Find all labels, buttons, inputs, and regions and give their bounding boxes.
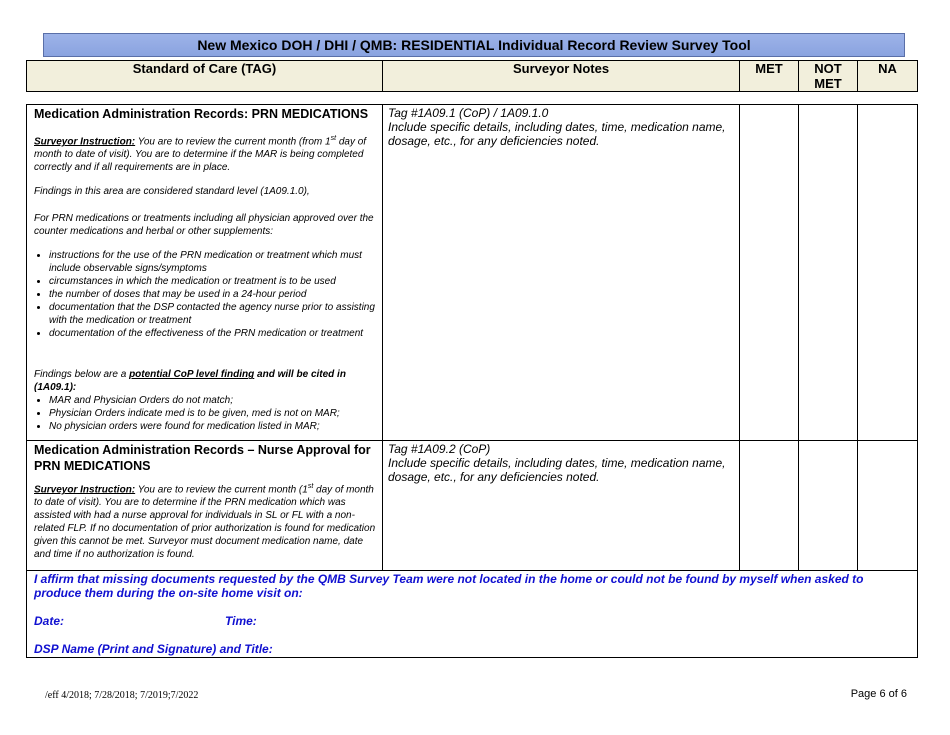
table-row (27, 441, 918, 571)
affirmation-row (27, 571, 918, 658)
affirmation-statement: I affirm that missing documents requested by the QMB Survey Team were not located in the home or could not be found by myself when asked to produce them during the on-site home visit on: (34, 572, 864, 600)
header-table (26, 60, 918, 92)
not-met-cell[interactable] (799, 105, 858, 441)
list-item: • Physician Orders indicate med is to be given, med is not on MAR; (49, 407, 376, 420)
row2-note: Include specific details, including dates, time, medication name, dosage, etc., for any deficiencies noted. (388, 456, 726, 484)
row1-cop-bullets (34, 394, 376, 433)
standard-cell-nurse-approval (27, 441, 383, 571)
table-row (27, 105, 918, 441)
row1-findings-standard: Findings in this area are considered standard level (1A09.1.0), (34, 186, 310, 198)
met-cell[interactable] (740, 441, 799, 571)
list-item: • documentation that the DSP contacted the agency nurse prior to assisting with the medication or treatment (49, 301, 376, 327)
row1-prn-intro: For PRN medications or treatments including all physician approved over the counter medications and herbal or other supplements: (34, 213, 374, 238)
not-met-cell[interactable] (799, 441, 858, 571)
row1-heading: Medication Administration Records: PRN MEDICATIONS (34, 107, 369, 121)
row2-heading: Medication Administration Records – Nurse Approval for PRN MEDICATIONS (34, 443, 371, 473)
row1-findings-cop: Findings below are a potential CoP level finding and will be cited in (1A09.1): (34, 369, 346, 394)
footer-revision-dates: /eff 4/2018; 7/28/2018; 7/2019;7/2022 (45, 690, 199, 701)
list-item: • No physician orders were found for medication listed in MAR; (49, 420, 376, 433)
standard-cell-prn (27, 105, 383, 441)
header-met: MET (740, 61, 799, 92)
notes-cell-nurse-approval[interactable] (383, 441, 740, 571)
affirmation-cell (27, 571, 918, 658)
row2-instruction: Surveyor Instruction: You are to review the current month (1st day of month to date of visit). You are to determine if the PRN medication which was assisted with had a nurse approval for individuals in SL or FL with a non-related FLP. If no documentation of prior authorization is found for medication given this cannot be met. Surveyor must document medication name, date and time if no authorization is found. (34, 483, 376, 561)
list-item: • the number of doses that may be used in a 24-hour period (49, 288, 376, 301)
time-label: Time: (225, 614, 257, 628)
row1-note: Include specific details, including dates, time, medication name, dosage, etc., for any deficiencies noted. (388, 120, 726, 148)
list-item: • MAR and Physician Orders do not match; (49, 394, 376, 407)
notes-cell-prn[interactable] (383, 105, 740, 441)
header-standard: Standard of Care (TAG) (27, 61, 383, 92)
na-cell[interactable] (858, 441, 918, 571)
dsp-name-label: DSP Name (Print and Signature) and Title: (34, 642, 273, 656)
row1-instruction: Surveyor Instruction: You are to review the current month (from 1st day of month to date of visit). You are to determine if the MAR is being completed correctly and if all requirements are in place. (34, 135, 367, 174)
list-item: • documentation of the effectiveness of the PRN medication or treatment (49, 327, 376, 340)
row1-tag: Tag #1A09.1 (CoP) / 1A09.1.0 (388, 106, 549, 120)
list-item: • circumstances in which the medication or treatment is to be used (49, 275, 376, 288)
survey-table (26, 104, 918, 658)
page-number: Page 6 of 6 (850, 688, 907, 700)
header-na: NA (858, 61, 918, 92)
document-title: New Mexico DOH / DHI / QMB: RESIDENTIAL Individual Record Review Survey Tool (43, 33, 905, 57)
met-cell[interactable] (740, 105, 799, 441)
na-cell[interactable] (858, 105, 918, 441)
row1-bullets (34, 249, 376, 340)
header-not-met: NOT MET (799, 61, 858, 92)
date-label: Date: (34, 614, 65, 628)
list-item: • instructions for the use of the PRN medication or treatment which must include observable signs/symptoms (49, 249, 376, 275)
row2-tag: Tag #1A09.2 (CoP) (388, 442, 491, 456)
header-notes: Surveyor Notes (383, 61, 740, 92)
